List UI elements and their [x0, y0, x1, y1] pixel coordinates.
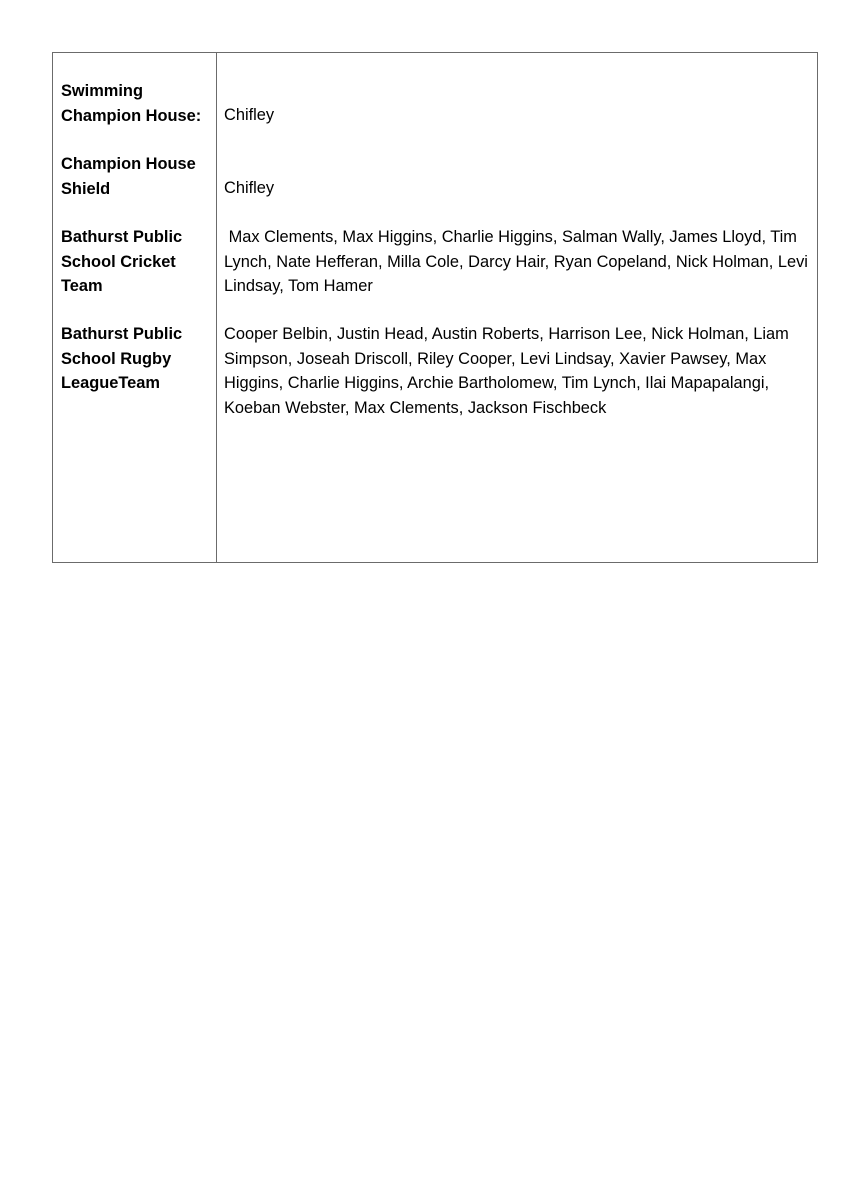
results-table — [52, 52, 818, 563]
row-value-rugby-league-team: Cooper Belbin, Justin Head, Austin Roberts, Harrison Lee, Nick Holman, Liam Simpson, Joseah Driscoll, Riley Cooper, Levi Lindsay, Xavier Pawsey, Max Higgins, Charlie Higgins, Archie Bartholomew, Tim Lynch, Ilai Mapapalangi, Koeban Webster, Max Clements, Jackson Fischbeck — [224, 325, 789, 417]
row-value-cricket-team: Max Clements, Max Higgins, Charlie Higgins, Salman Wally, James Lloyd, Tim Lynch, Nate Hefferan, Milla Cole, Darcy Hair, Ryan Copeland, Nick Holman, Levi Lindsay, Tom Hamer — [224, 228, 813, 295]
row-label-cricket-team: Bathurst Public School Cricket Team — [61, 228, 183, 295]
column-divider — [216, 53, 217, 562]
row-value-swimming-champion-house: Chifley — [224, 106, 275, 124]
row-label-champion-house-shield: Champion House Shield — [61, 155, 196, 198]
row-label-swimming-champion-house: Swimming Champion House: — [61, 82, 202, 125]
row-label-rugby-league-team: Bathurst Public School Rugby LeagueTeam — [61, 325, 183, 392]
row-value-champion-house-shield: Chifley — [224, 179, 275, 197]
